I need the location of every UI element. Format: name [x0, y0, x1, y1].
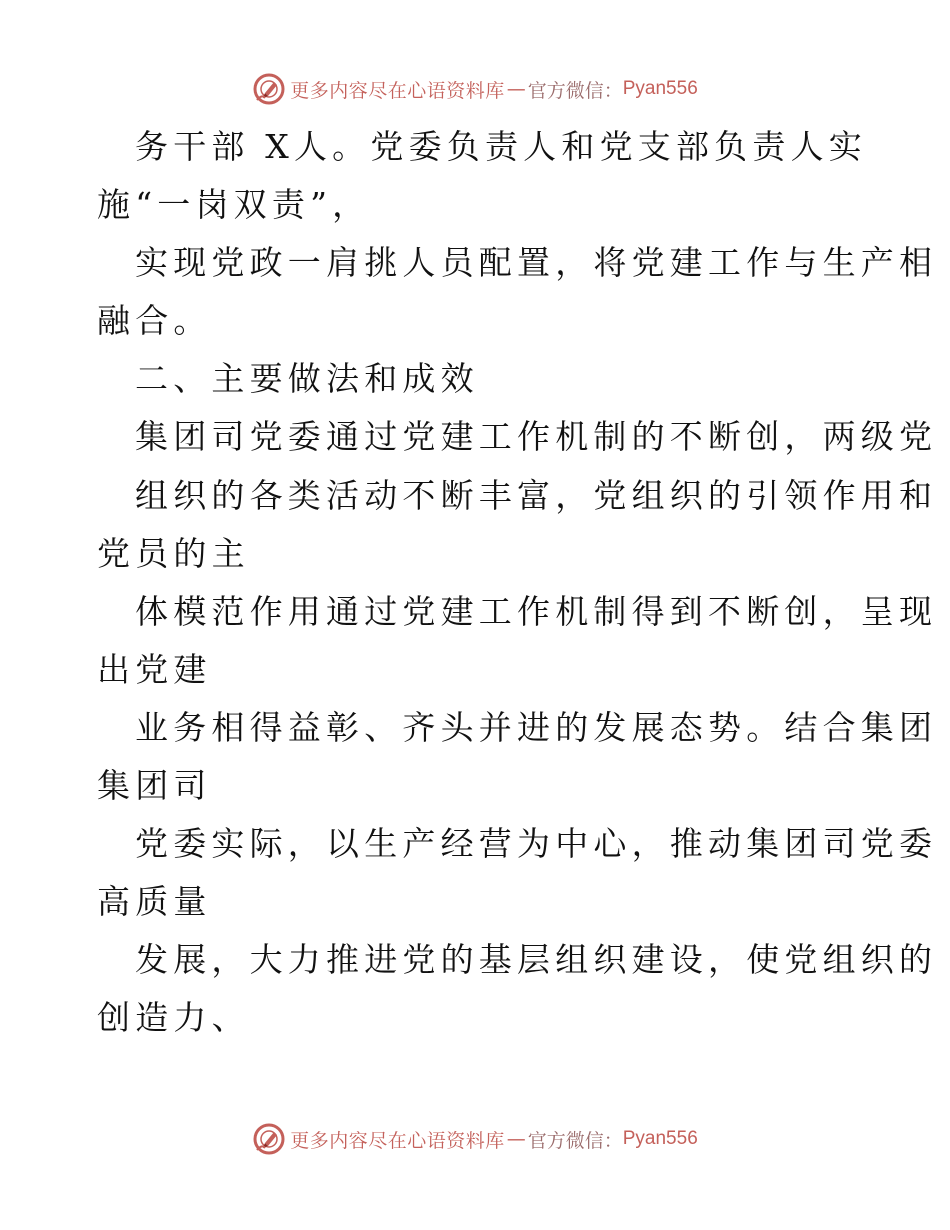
- pen-circle-logo-icon: [252, 72, 286, 106]
- banner-dash: —: [506, 78, 526, 100]
- banner-site-text: 更多内容尽在心语资料库: [290, 79, 505, 102]
- header-banner: [0, 72, 950, 106]
- footer-banner: [0, 1122, 950, 1156]
- banner-wechat-id: Pyan556: [622, 1128, 698, 1149]
- text-line: 党委实际，以生产经营为中心，推动集团司党委: [135, 824, 938, 864]
- banner-wechat-label: 官方微信：: [527, 1129, 623, 1152]
- text-line: 创造力、: [97, 998, 250, 1038]
- text-line: 出党建: [97, 649, 212, 689]
- text-line: 组织的各类活动不断丰富，党组织的引领作用和: [135, 475, 938, 515]
- text-line: 发展，大力推进党的基层组织建设，使党组织的: [135, 940, 938, 980]
- banner-wechat-label: 官方微信：: [527, 79, 623, 102]
- document-body: [97, 118, 938, 1048]
- banner-dash: —: [506, 1128, 526, 1150]
- text-line: 集团司党委通过党建工作机制的不断创，两级党: [135, 417, 938, 457]
- pen-circle-logo-icon: [252, 1122, 286, 1156]
- section-heading: 二、主要做法和成效: [135, 359, 479, 399]
- text-line: 党员的主: [97, 533, 250, 573]
- text-line: 业务相得益彰、齐头并进的发展态势。结合集团: [135, 707, 938, 747]
- text-line: 融合。: [97, 301, 212, 341]
- text-line: 高质量: [97, 882, 212, 922]
- text-line: 务干部 X人。党委负责人和党支部负责人实: [135, 127, 867, 166]
- banner-wechat-id: Pyan556: [622, 78, 698, 99]
- text-line: 体模范作用通过党建工作机制得到不断创，呈现: [135, 591, 938, 631]
- banner-site-text: 更多内容尽在心语资料库: [290, 1129, 505, 1152]
- text-line: 集团司: [97, 766, 212, 806]
- text-line: 实现党政一肩挑人员配置，将党建工作与生产相: [135, 243, 938, 283]
- text-line: 施“一岗双责”，: [97, 185, 371, 225]
